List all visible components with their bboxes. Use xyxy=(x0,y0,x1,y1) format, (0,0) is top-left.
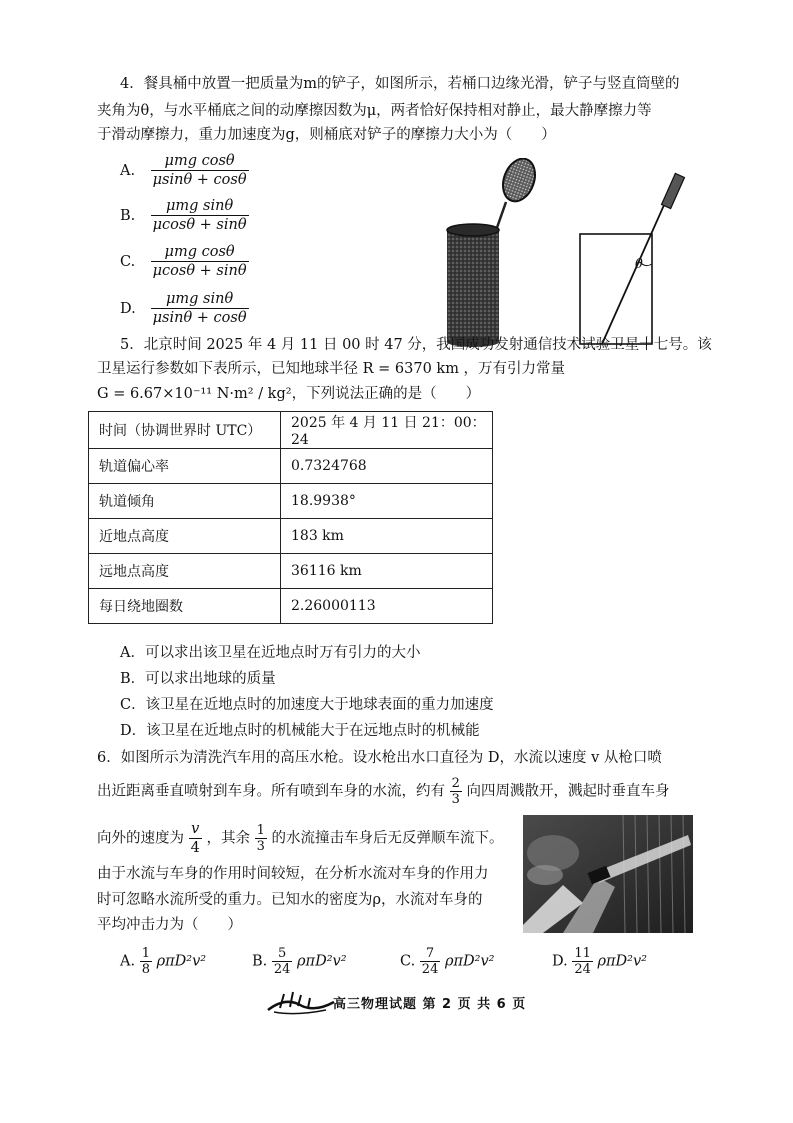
q4-stem-line3: 于滑动摩擦力，重力加速度为g，则桶底对铲子的摩擦力大小为（ ） xyxy=(97,127,556,143)
fraction-v-over-4: $\frac{v}{4}$ xyxy=(190,821,200,856)
table-cell: 183 km xyxy=(281,519,493,554)
table-cell: 轨道倾角 xyxy=(89,484,281,519)
q6-stem-line6: 平均冲击力为（ ） xyxy=(97,917,242,933)
q6-stem-line1: 6．如图所示为清洗汽车用的高压水枪。设水枪出水口直径为 D，水流以速度 v 从枪口喷 xyxy=(97,750,662,766)
theta-label: θ xyxy=(635,257,643,272)
q6-option-d[interactable]: D. $\frac{11}{24}$ ρπD²v² xyxy=(552,946,647,977)
footer-logo-mark xyxy=(266,990,336,1016)
table-row xyxy=(89,449,493,484)
q5-option-c[interactable]: C．该卫星在近地点时的加速度大于地球表面的重力加速度 xyxy=(120,697,494,713)
table-row xyxy=(89,519,493,554)
q5-stem-line2: 卫星运行参数如下表所示，已知地球半径 R = 6370 km ，万有引力常量 xyxy=(97,361,566,377)
table-row xyxy=(89,589,493,624)
bucket-spatula-figure xyxy=(440,158,560,348)
q6-option-a[interactable]: A. $\frac{1}{8}$ ρπD²v² xyxy=(120,946,207,977)
q4-option-a[interactable]: A. $\frac{\text{μmg cosθ}}{\mu\sin\theta + \cos\theta}$ xyxy=(120,153,247,188)
table-cell: 近地点高度 xyxy=(89,519,281,554)
table-cell: 2025 年 4 月 11 日 21：00：24 xyxy=(281,412,493,449)
schematic-angle-diagram xyxy=(572,168,692,348)
table-cell: 36116 km xyxy=(281,554,493,589)
q4-stem-line1: 4．餐具桶中放置一把质量为m的铲子，如图所示，若桶口边缘光滑，铲子与竖直筒壁的 xyxy=(120,76,680,92)
q4-option-d[interactable]: D. $\frac{\text{μmg sinθ}}{\mu\sin\theta + \cos\theta}$ xyxy=(120,291,247,326)
q6-stem-line5: 时可忽略水流所受的重力。已知水的密度为ρ，水流对车身的 xyxy=(97,892,483,908)
spatula-handle-mark xyxy=(662,173,685,208)
q5-stem-line1: 5．北京时间 2025 年 4 月 11 日 00 时 47 分，我国成功发射通信技术试验卫星十七号。该 xyxy=(120,337,712,353)
q5-option-d[interactable]: D．该卫星在近地点时的机械能大于在远地点时的机械能 xyxy=(120,723,480,739)
table-cell: 轨道偏心率 xyxy=(89,449,281,484)
q6-stem-line2: 出近距离垂直喷射到车身。所有喷到车身的水流，约有 $\frac{2}{3}$ 向四周溅散开，溅起时垂直车身 xyxy=(97,776,670,807)
bucket-rim xyxy=(447,224,499,236)
q6-stem-line3: 向外的速度为 $\frac{v}{4}$ ，其余 $\frac{1}{3}$ 的水流撞击车身后无反弹顺车流下。 xyxy=(97,821,504,856)
q5-option-b[interactable]: B．可以求出地球的质量 xyxy=(120,671,276,687)
q4-option-c[interactable]: C. $\frac{\text{μmg cosθ}}{\mu\cos\theta + \sin\theta}$ xyxy=(120,244,247,279)
q6-option-b[interactable]: B. $\frac{5}{24}$ ρπD²v² xyxy=(252,946,347,977)
q6-option-c[interactable]: C. $\frac{7}{24}$ ρπD²v² xyxy=(400,946,495,977)
table-cell: 18.9938° xyxy=(281,484,493,519)
q4-option-b[interactable]: B. $\frac{\text{μmg sinθ}}{\mu\cos\theta + \sin\theta}$ xyxy=(120,198,247,233)
q4-stem-line2: 夹角为θ，与水平桶底之间的动摩擦因数为μ，两者恰好保持相对静止，最大静摩擦力等 xyxy=(97,103,652,119)
table-cell: 0.7324768 xyxy=(281,449,493,484)
spatula-head xyxy=(497,158,540,206)
bucket-body xyxy=(447,230,499,342)
bucket-outline xyxy=(580,234,652,344)
q6-stem-line4: 由于水流与车身的作用时间较短，在分析水流对车身的作用力 xyxy=(97,866,489,882)
table-row xyxy=(89,554,493,589)
water-gun-photo xyxy=(523,815,693,933)
satellite-parameter-table xyxy=(88,411,493,624)
q5-stem-line3: G = 6.67×10⁻¹¹ N·m² / kg²，下列说法正确的是（ ） xyxy=(97,386,481,402)
page-footer: 高三物理试题 第 2 页 共 6 页 xyxy=(333,997,527,1012)
table-cell: 远地点高度 xyxy=(89,554,281,589)
table-row xyxy=(89,484,493,519)
table-cell: 2.26000113 xyxy=(281,589,493,624)
fraction-two-thirds: $\frac{2}{3}$ xyxy=(451,776,460,807)
table-row xyxy=(89,412,493,449)
fraction-one-third: $\frac{1}{3}$ xyxy=(256,823,265,854)
table-cell: 每日绕地圈数 xyxy=(89,589,281,624)
table-cell: 时间（协调世界时 UTC） xyxy=(89,412,281,449)
q5-option-a[interactable]: A．可以求出该卫星在近地点时万有引力的大小 xyxy=(120,645,421,661)
